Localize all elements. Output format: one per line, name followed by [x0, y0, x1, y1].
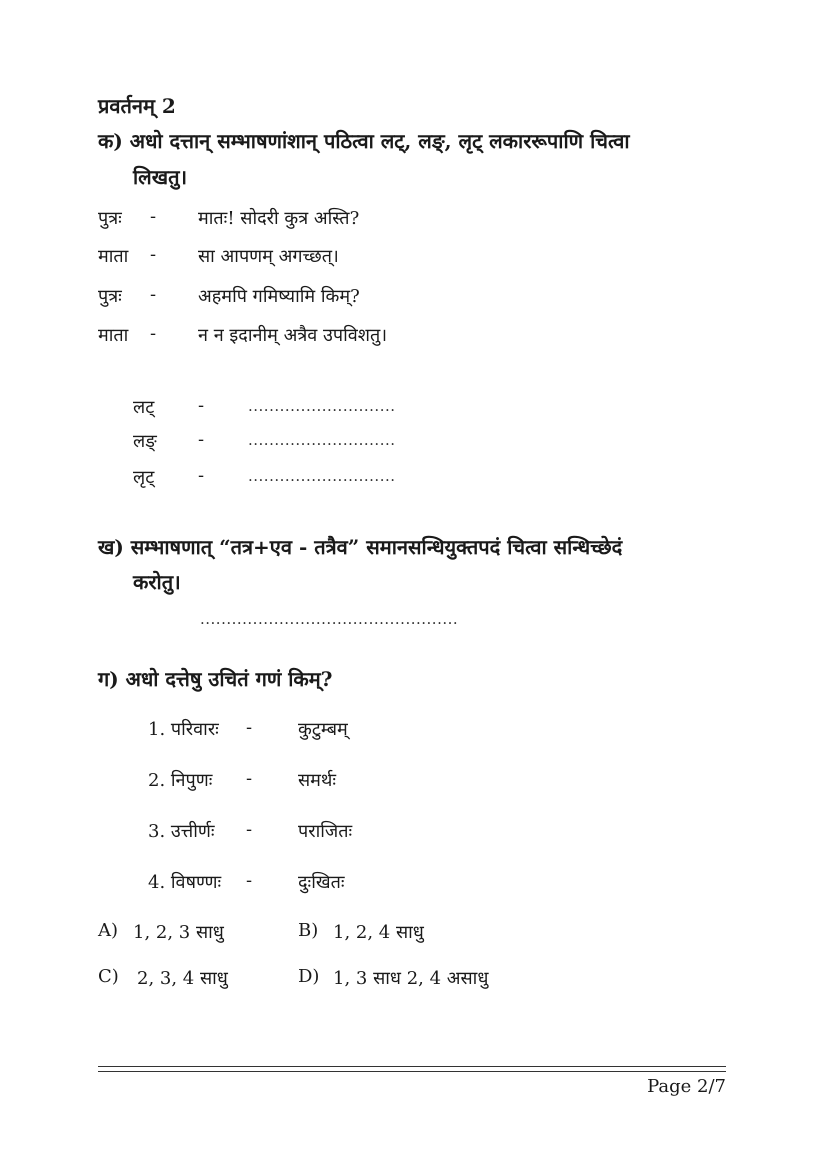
question-kha-line2: करोतु।: [133, 570, 181, 594]
dialogue-speaker: माता: [98, 246, 129, 267]
question-ga: ग) अधो दत्तेषु उचितं गणं किम्?: [98, 667, 333, 691]
dialogue-speaker: पुत्रः: [98, 286, 122, 307]
lakara-label: लृट्: [133, 467, 155, 488]
lakara-label: लट्: [133, 397, 155, 418]
pair-number-word: 2. निपुणः: [148, 770, 213, 791]
question-ka-line1: क) अधो दत्तान् सम्भाषणांशान् पठित्वा लट्, लङ्, लृट् लकाररूपाणि चित्वा: [98, 129, 630, 153]
pair-dash: -: [246, 717, 253, 738]
question-ka-line2: लिखतु।: [133, 165, 188, 189]
lakara-dash: -: [198, 465, 205, 486]
lakara-label: लङ्: [133, 431, 157, 452]
pair-synonym: समर्थः: [298, 770, 337, 791]
dialogue-speaker: माता: [98, 325, 129, 346]
dialogue-text: मातः! सोदरी कुत्र अस्ति?: [198, 208, 360, 229]
lakara-answer-blank[interactable]: ............................: [248, 431, 396, 449]
dialogue-text: सा आपणम् अगच्छत्।: [198, 246, 339, 267]
pair-dash: -: [246, 768, 253, 789]
option-a-label[interactable]: A): [98, 920, 119, 941]
dialogue-speaker: पुत्रः: [98, 208, 122, 229]
footer-divider: [98, 1071, 726, 1072]
option-a-text[interactable]: 1, 2, 3 साधु: [133, 922, 224, 943]
dialogue-dash: -: [150, 284, 157, 305]
pair-number-word: 4. विषण्णः: [148, 872, 222, 893]
dialogue-text: अहमपि गमिष्यामि किम्?: [198, 286, 360, 307]
pair-synonym: कुटुम्बम्: [298, 719, 348, 740]
pair-synonym: दुःखितः: [298, 872, 345, 893]
option-b-label[interactable]: B): [298, 920, 319, 941]
question-kha-line1: ख) सम्भाषणात् “तत्र+एव - तत्रैव” समानसन्धियुक्तपदं चित्वा सन्धिच्छेदं: [98, 535, 623, 559]
option-c-text[interactable]: 2, 3, 4 साधु: [137, 968, 228, 989]
pair-number-word: 3. उत्तीर्णः: [148, 821, 215, 842]
lakara-answer-blank[interactable]: ............................: [248, 467, 396, 485]
dialogue-dash: -: [150, 323, 157, 344]
pair-dash: -: [246, 819, 253, 840]
option-b-text[interactable]: 1, 2, 4 साधु: [333, 922, 424, 943]
section-title: प्रवर्तनम् 2: [98, 94, 176, 118]
pair-synonym: पराजितः: [298, 821, 353, 842]
lakara-dash: -: [198, 395, 205, 416]
option-d-text[interactable]: 1, 3 साध 2, 4 असाधु: [333, 968, 489, 989]
lakara-dash: -: [198, 429, 205, 450]
option-d-label[interactable]: D): [298, 966, 320, 987]
dialogue-text: न न इदानीम् अत्रैव उपविशतु।: [198, 325, 388, 346]
pair-number-word: 1. परिवारः: [148, 719, 219, 740]
lakara-answer-blank[interactable]: ............................: [248, 397, 396, 415]
dialogue-dash: -: [150, 206, 157, 227]
dialogue-dash: -: [150, 244, 157, 265]
page-number: Page 2/7: [647, 1076, 726, 1097]
sandhi-answer-blank[interactable]: .................................................: [200, 610, 459, 628]
pair-dash: -: [246, 870, 253, 891]
option-c-label[interactable]: C): [98, 966, 119, 987]
footer-divider: [98, 1066, 726, 1067]
